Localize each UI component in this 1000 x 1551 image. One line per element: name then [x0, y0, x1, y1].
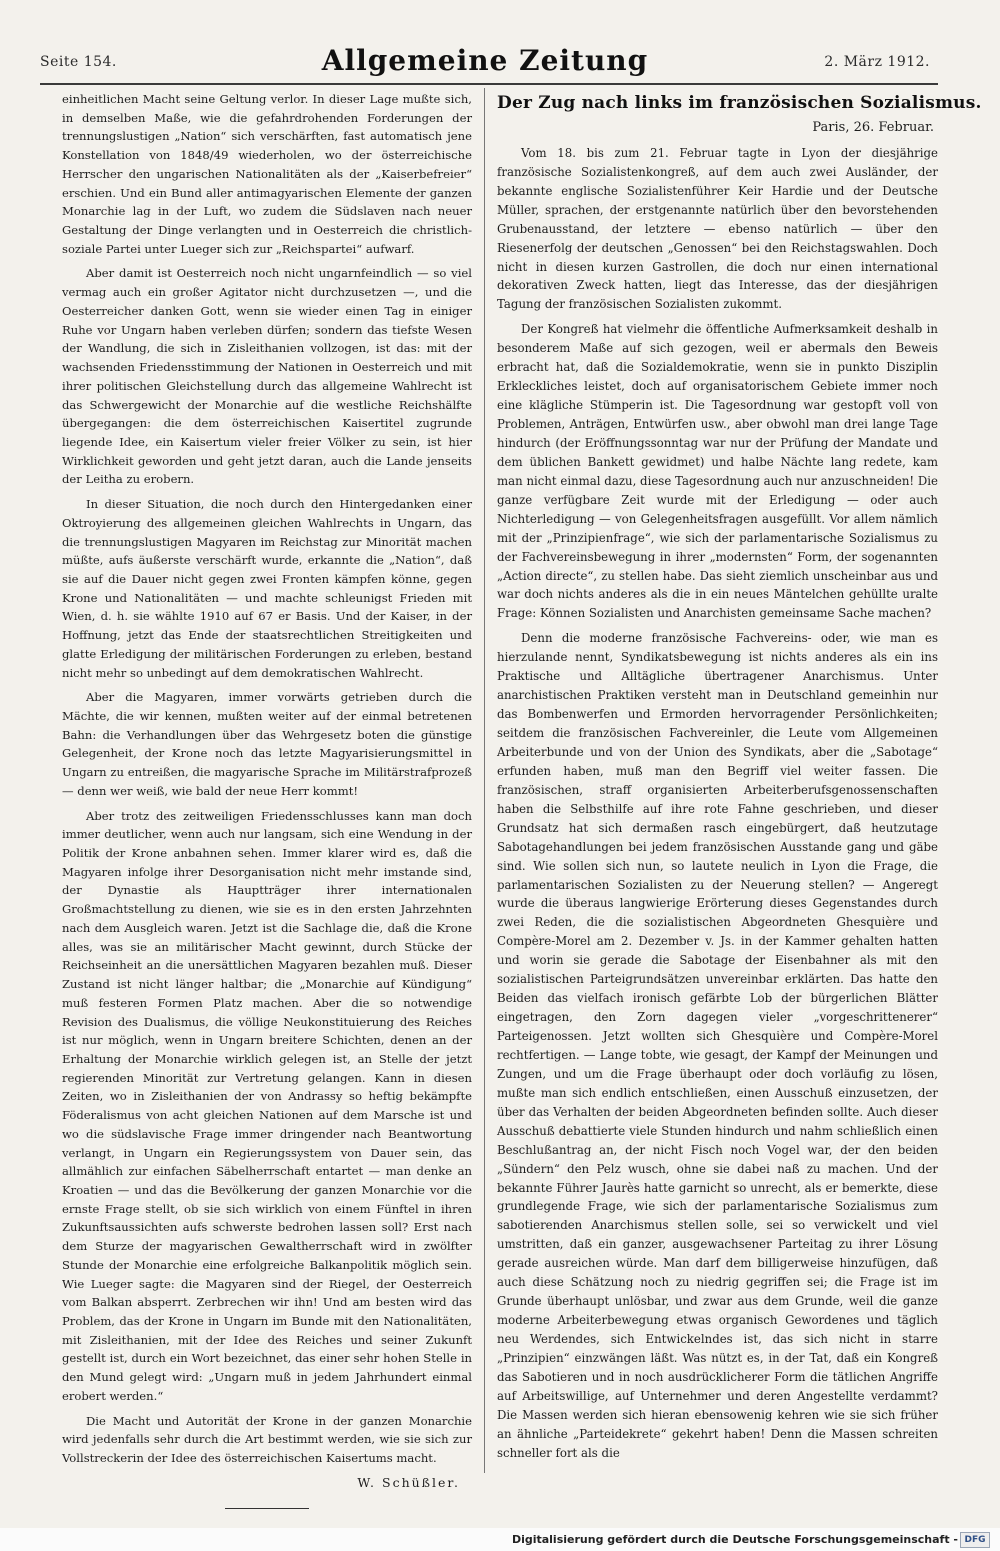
- dfg-logo-icon: DFG: [960, 1532, 990, 1548]
- left-paragraph: Aber die Magyaren, immer vorwärts getrieben durch die Mächte, die wir kennen, mußten weiter auf der einmal betretenen Bahn: die Verhandlungen über das Wehrgesetz boten die günstige Gelegenheit, der Krone noch das letzte Magyarisierungsmittel in Ungarn zu entreißen, die magyarische Sprache im Militärstrafprozeß — denn wer weiß, wie bald der neue Herr kommt!: [62, 690, 472, 798]
- article-dateline: Paris, 26. Februar.: [812, 119, 934, 135]
- author-signature: W. Schüßler.: [357, 1474, 460, 1490]
- right-paragraph: Denn die moderne französische Fachvereins- oder, wie man es hierzulande nennt, Syndikatsbewegung ist nichts anderes als ein ins Praktische und Alltägliche übertragener Anarchismus. Unter anarchistischen Praktiken versteht man in Deutschland gemeinhin nur das Bombenwerfen und Ermorden hervorragender Persönlichkeiten; seitdem die französischen Fachvereinler, die Leute vom Allgemeinen Arbeiterbunde und von der Union des Syndikats, aber die „Sabotage“ erfunden haben, muß man den Begriff viel weiter fassen. Die französischen, straff organisierten Arbeiterberufsgenossenschaften haben die Selbsthilfe auf ihre rote Fahne geschrieben, und dieser Grundsatz hat sich dermaßen rasch eingebürgert, daß heutzutage Sabotagehandlungen bei jedem französischen Ausstande gang und gäbe sind. Wie sollen sich nun, so lautete neulich in Lyon die Frage, die parlamentarischen Sozialisten zu der Neuerung stellen? — Angeregt wurde die überaus langwierige Erörterung dieses Gegenstandes durch zwei Reden, die die sozialistischen Abgeordneten Ghesquière und Compère-Morel am 2. Dezember v. Js. in der Kammer gehalten hatten und worin sie gerade die Sabotage der Eisenbahner als mit den sozialistischen Parteigrundsätzen unvereinbar erklärten. Das hatte den Beiden das vielfach ironisch gefärbte Lob der bürgerlichen Blätter eingetragen, den Zorn dagegen vieler „vorgeschrittenerer“ Parteigenossen. Jetzt wollten sich Ghesquière und Compère-Morel rechtfertigen. — Lange tobte, wie gesagt, der Kampf der Meinungen und Zungen, und um die Frage überhaupt oder doch vorläufig zu lösen, mußte man sich endlich entschließen, einen Ausschuß einzusetzen, der über das Verhalten der beiden Abgeordneten befinden sollte. Auch dieser Ausschuß debattierte viele Stunden hindurch und nahm schließlich einen Beschlußantrag an, der nicht Fisch noch Vogel war, der den beiden „Sündern“ den Pelz wusch, ohne sie dabei naß zu machen. Und der bekannte Führer Jaurès hatte garnicht so unrecht, als er bemerkte, diese grundlegende Frage, wie sich der parlamentarische Sozialismus zum sabotierenden Anarchismus stellen solle, sei so verwickelt und viel umstritten, daß ein ganzer, ausgewachsener Parteitag zu ihrer Lösung gerade ausreichen würde. Man darf dem billigerweise hinzufügen, daß auch diese Schätzung noch zu niedrig gegriffen sei; die Frage ist im Grunde überhaupt unlösbar, und zwar aus dem Grunde, weil die ganze moderne Arbeiterbewegung etwas organisch Gewordenes und täglich neu Werdendes, sich Entwickelndes ist, das sich nicht in starre „Prinzipien“ einzwängen läßt. Was nützt es, in der Tat, daß ein Kongreß das Sabotieren und in noch ausdrücklicherer Form die tätlichen Angriffe auf Arbeitswillige, auf Unternehmer und deren Angestellte verdammt? Die Massen werden sich hieran ebensowenig kehren wie sie sich früher an ähnliche „Parteidekrete“ gekehrt haben! Denn die Massen schreiten schneller fort als die: [497, 631, 938, 1460]
- left-column: [62, 90, 472, 1509]
- right-paragraph: Vom 18. bis zum 21. Februar tagte in Lyon der diesjährige französische Sozialistenkongreß, auf dem auch zwei Ausländer, der bekannte englische Sozialistenführer Keir Hardie und der Deutsche Müller, sprachen, der erstgenannte natürlich über den bevorstehenden Grubenausstand, der letztere — ebenso natürlich — über den Riesenerfolg der deutschen „Genossen“ bei den Reichstagswahlen. Doch nicht in diesen kurzen Gastrollen, die doch nur einen international dekorativen Zweck hatten, liegt das Interesse, das der diesjährigen Tagung der französischen Sozialisten zukommt.: [497, 145, 938, 312]
- issue-date: 2. März 1912.: [824, 54, 930, 70]
- left-paragraph: In dieser Situation, die noch durch den Hintergedanken einer Oktroyierung des allgemeinen gleichen Wahlrechts in Ungarn, das die trennungslustigen Magyaren im Reichstag zur Minorität machen müßte, aufs äußerste verschärft wurde, erkannte die „Nation“, daß sie auf die Dauer nicht gegen zwei Fronten kämpfen könne, gegen Krone und Nationalitäten — und machte schleunigst Frieden mit Wien, d. h. sie wählte 1910 auf 67 er Basis. Und der Kaiser, in der Hoffnung, jetzt das Ende der staatsrechtlichen Streitigkeiten und glatte Erledigung der militärischen Forderungen zu erleben, bestand nicht mehr so unbedingt auf dem demokratischen Wahlrecht.: [62, 497, 472, 680]
- column-divider: [484, 88, 485, 1473]
- left-paragraph: Aber damit ist Oesterreich noch nicht ungarnfeindlich — so viel vermag auch ein großer Agitator nicht durchzusetzen —, und die Oesterreicher danken Gott, wenn sie wieder einen Tag in einiger Ruhe vor Ungarn haben verleben dürfen; sondern das tiefste Wesen der Wandlung, die sich in Zisleithanien vollzogen, ist das: mit der wachsenden Friedensstimmung der Nationen in Oesterreich und mit ihrer politischen Gleichstellung durch das allgemeine Wahlrecht ist das Schwergewicht der Monarchie auf die westliche Reichshälfte übergegangen: die dem österreichischen Kaisertitel zugrunde liegende Idee, ein Kaisertum vieler freier Völker zu sein, ist hier Wirklichkeit geworden und geht jetzt daran, auch die Lande jenseits der Leitha zu erobern.: [62, 266, 472, 487]
- page-number: Seite 154.: [40, 54, 117, 70]
- newspaper-title: Allgemeine Zeitung: [321, 44, 649, 77]
- left-paragraph: Die Macht und Autorität der Krone in der ganzen Monarchie wird jedenfalls sehr durch die Art bestimmt werden, wie sie sich zur Vollstreckerin der Idee des österreichischen Kaisertums macht.: [62, 1413, 472, 1466]
- end-rule: [225, 1508, 309, 1509]
- masthead-rule: [40, 83, 938, 85]
- article-title: Der Zug nach links im französischen Sozialismus.: [497, 93, 982, 113]
- right-paragraph: Der Kongreß hat vielmehr die öffentliche Aufmerksamkeit deshalb in besonderem Maße auf sich gezogen, weil er abermals den Beweis erbracht hat, daß die Sozialdemokratie, wenn sie in punkto Disziplin Erkleckliches leistet, doch auf organisatorischem Gebiete immer noch eine klägliche Stümperin ist. Die Tagesordnung war gestopft voll von Problemen, Anträgen, Entwürfen usw., aber obwohl man drei lange Tage hindurch (der Eröffnungssonntag war nur der Prüfung der Mandate und dem üblichen Bankett gewidmet) und halbe Nächte lang redete, kam man nicht einmal dazu, diese Tagesordnung auch nur anzuschneiden! Die ganze verfügbare Zeit wurde mit der Erledigung — oder auch Nichterledigung — von Gelegenheitsfragen ausgefüllt. Vor allem nämlich mit der „Prinzipienfrage“, wie sich der parlamentarische Sozialismus zu der Fachvereinsbewegung in ihrer „modernsten“ Form, der sogenannten „Action directe“, zu stellen habe. Das sieht ziemlich unscheinbar aus und war doch nichts anderes als die in ein neues Mäntelchen gehüllte uralte Frage: Können Sozialisten und Anarchisten gemeinsame Sache machen?: [497, 322, 938, 621]
- left-paragraph: Aber trotz des zeitweiligen Friedensschlusses kann man doch immer deutlicher, wenn auch nur langsam, sich eine Wendung in der Politik der Krone anbahnen sehen. Immer klarer wird es, daß die Magyaren infolge ihrer Desorganisation nicht mehr imstande sind, der Dynastie als Hauptträger ihrer internationalen Großmachtstellung zu dienen, wie sie es in den ersten Jahrzehnten nach dem Ausgleich waren. Jetzt ist die Sachlage die, daß die Krone alles, was sie an militärischer Macht gewinnt, durch Stücke der Reichseinheit an die unersättlichen Magyaren bezahlen muß. Dieser Zustand ist nicht länger haltbar; die „Monarchie auf Kündigung“ muß festeren Formen Platz machen. Aber die so notwendige Revision des Dualismus, die völlige Neukonstituierung des Reiches ist nur möglich, wenn in Ungarn breitere Schichten, denen an der Erhaltung der Monarchie wirklich gelegen ist, an Stelle der jetzt regierenden Minorität zur Vertretung gelangen. Kann in diesen Zeiten, wo in Zisleithanien der von Andrassy so heftig bekämpfte Föderalismus von acht gleichen Nationen auf dem Marsche ist und wo die südslavische Frage immer dringender nach Beantwortung verlangt, in Ungarn ein Regierungssystem von Dauer sein, das allmählich zur einfachen Säbelherrschaft entartet — man denke an Kroatien — und das die Bevölkerung der ganzen Monarchie vor die ernste Frage stellt, ob sie sich wirklich von einem Fünftel in ihren Zukunftsaussichten aufs schwerste bedrohen lassen soll? Erst nach dem Sturze der magyarischen Gewaltherrschaft wird in zwölfter Stunde der Monarchie eine erfolgreiche Balkanpolitik möglich sein. Wie Lueger sagte: die Magyaren sind der Riegel, der Oesterreich vom Balkan absperrt. Zerbrechen wir ihn! Und am besten wird das Problem, das der Krone in Ungarn im Bunde mit den Nationalitäten, mit Zisleithanien, mit der Idee des Reiches und seiner Zukunft gestellt ist, durch ein Wort bezeichnet, das einer sehr hohen Stelle in den Mund gelegt wird: „Ungarn muß in jedem Jahrhundert einmal erobert werden.“: [62, 808, 472, 1403]
- left-paragraph: einheitlichen Macht seine Geltung verlor. In dieser Lage mußte sich, in demselben Maße, wie die gefahrdrohenden Forderungen der trennungslustigen „Nation“ sich verschärften, fast automatisch jene Konstellation von 1848/49 wiederholen, wo der österreichische Herrscher den ungarischen Nationalitäten als der „Kaiserbefreier“ erschien. Und ein Bund aller antimagyarischen Elemente der ganzen Monarchie lag in der Luft, wo zudem die Südslaven nach neuer Gestaltung der Dinge verlangten und in Oesterreich die christlich-soziale Partei unter Lueger sich zur „Reichspartei“ aufwarf.: [62, 92, 472, 256]
- masthead: [40, 44, 930, 84]
- right-column: [497, 90, 982, 1469]
- footer-credit: Digitalisierung gefördert durch die Deutsche Forschungsgemeinschaft -: [511, 1533, 958, 1546]
- digitization-footer: [0, 1528, 1000, 1551]
